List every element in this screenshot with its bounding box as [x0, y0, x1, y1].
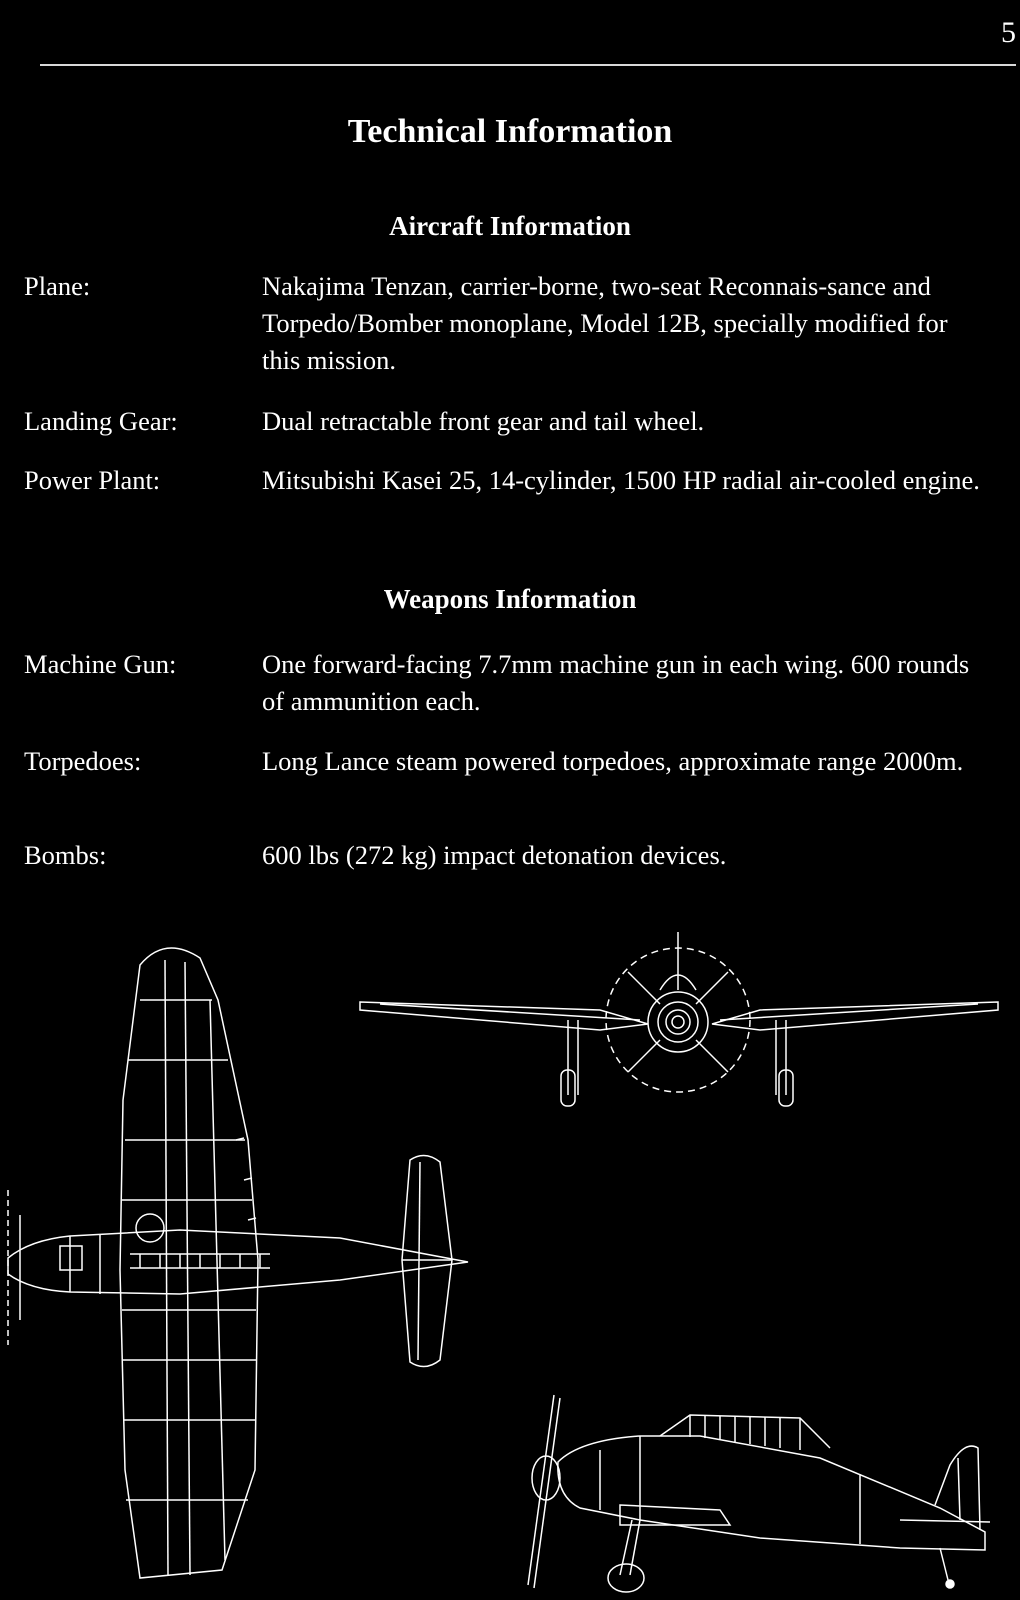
spec-label: Machine Gun:	[24, 649, 177, 679]
header-divider	[40, 64, 1016, 66]
weapons-section-heading: Weapons Information	[383, 584, 637, 614]
aircraft-top-view-drawing	[8, 948, 468, 1578]
spec-value: One forward-facing 7.7mm machine gun in each wing. 600 rounds of ammunition each.	[262, 649, 970, 716]
spec-label: Landing Gear:	[24, 406, 178, 436]
aircraft-section-heading: Aircraft Information	[389, 211, 631, 241]
spec-label: Torpedoes:	[24, 746, 142, 776]
page-number: 5	[1001, 16, 1016, 49]
spec-row-machine-gun	[24, 646, 1010, 720]
spec-row-bombs	[24, 837, 1010, 874]
spec-value: 600 lbs (272 kg) impact detonation devices.	[262, 840, 727, 870]
spec-value: Mitsubishi Kasei 25, 14-cylinder, 1500 HP radial air-cooled engine.	[262, 465, 980, 495]
spec-row-power-plant	[24, 462, 1010, 499]
page-title: Technical Information	[347, 113, 673, 150]
spec-value: Long Lance steam powered torpedoes, approximate range 2000m.	[262, 746, 964, 776]
spec-label: Power Plant:	[24, 465, 161, 495]
spec-label: Plane:	[24, 271, 91, 301]
spec-value: Dual retractable front gear and tail wheel.	[262, 406, 705, 436]
spec-row-plane	[24, 268, 1010, 379]
spec-row-landing-gear	[24, 403, 1010, 440]
spec-value: Nakajima Tenzan, carrier-borne, two-seat Reconnais-sance and Torpedo/Bomber monoplane, Model 12B, specially modified for this mission.	[262, 271, 948, 375]
aircraft-three-view-drawings	[0, 900, 1020, 1600]
aircraft-front-view-drawing	[360, 932, 998, 1106]
spec-label: Bombs:	[24, 840, 107, 870]
spec-row-torpedoes	[24, 743, 1010, 780]
aircraft-side-view-drawing	[528, 1395, 990, 1592]
